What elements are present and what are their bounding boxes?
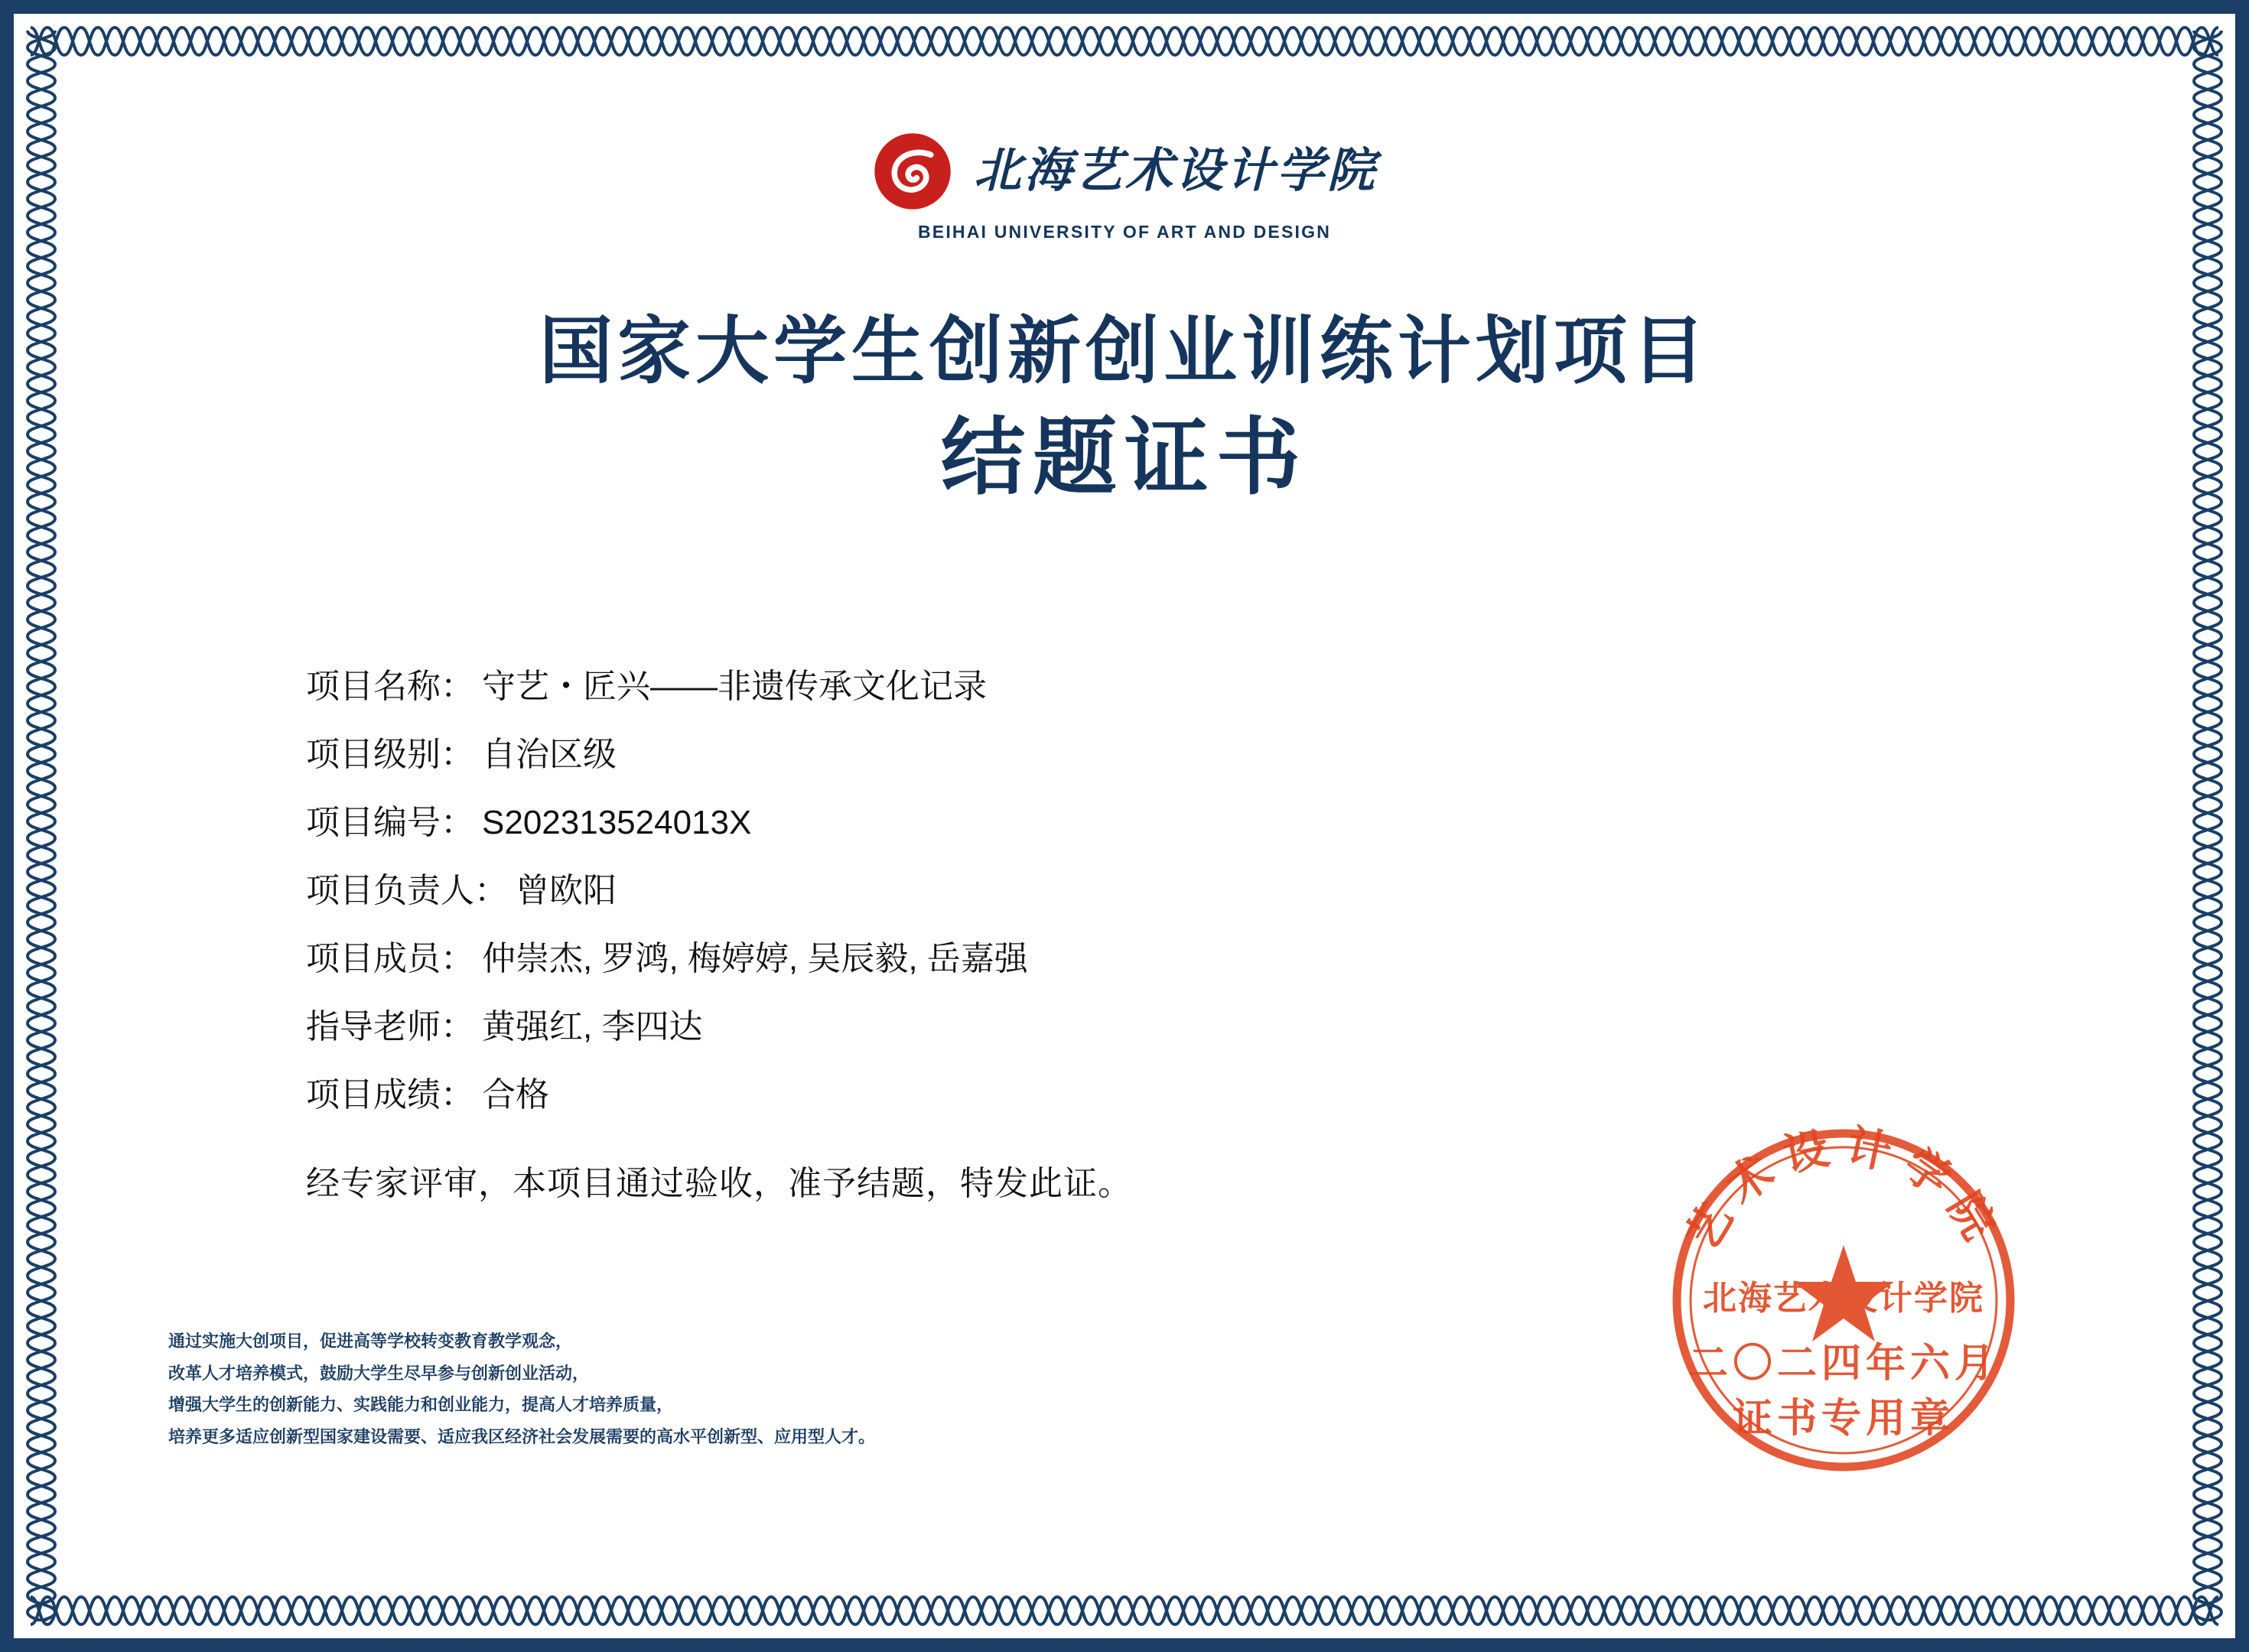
swirl-logo-icon — [871, 130, 954, 213]
field-value-project-level: 自治区级 — [482, 736, 617, 773]
field-label: 项目级别： — [306, 736, 474, 773]
field-row — [306, 665, 2027, 707]
svg-text:艺术设计学院 — [1677, 1120, 2010, 1258]
field-row — [306, 802, 2027, 844]
field-row — [306, 938, 2027, 980]
field-label: 项目名称： — [306, 668, 474, 705]
footnote-line-4: 培养更多适应创新型国家建设需要、适应我区经济社会发展需要的高水平创新型、应用型人才。 — [168, 1427, 876, 1447]
field-row — [306, 870, 2027, 912]
university-header — [84, 130, 2165, 242]
field-row — [306, 1006, 2027, 1048]
field-label: 项目成绩： — [306, 1076, 474, 1114]
certificate-title — [84, 306, 2165, 513]
field-row — [306, 1074, 2027, 1116]
official-seal — [1660, 1117, 2027, 1484]
footnote-line-1: 通过实施大创项目，促进高等学校转变教育教学观念， — [168, 1331, 573, 1351]
seal-outer-text: 艺术设计学院 — [1677, 1120, 2010, 1259]
certificate-content — [84, 76, 2165, 1576]
footnote-line-3: 增强大学生的创新能力、实践能力和创业能力，提高人才培养质量， — [168, 1395, 674, 1415]
seal-center-text: 北海艺术设计学院 — [1703, 1280, 1984, 1317]
title-line-2: 结题证书 — [941, 411, 1308, 505]
approval-statement: 经专家评审，本项目通过验收，准予结题，特发此证。 — [306, 1165, 1132, 1202]
university-name-cn — [973, 145, 1378, 197]
footnote-block — [168, 1325, 875, 1453]
field-label: 项目编号： — [306, 804, 474, 841]
field-row — [306, 733, 2027, 776]
seal-bottom-text: 证书专用章 — [1732, 1397, 1955, 1441]
footnote-line-2: 改革人才培养模式，鼓励大学生尽早参与创新创业活动， — [168, 1363, 590, 1383]
university-name-en: BEIHAI UNIVERSITY OF ART AND DESIGN — [917, 222, 1332, 242]
field-value-project-number: S202313524013X — [482, 804, 752, 841]
seal-date-text: 二〇二四年六月 — [1688, 1342, 2000, 1386]
field-value-grade: 合格 — [482, 1076, 549, 1114]
field-value-advisors: 黄强红, 李四达 — [482, 1008, 703, 1046]
field-label: 项目成员： — [306, 940, 474, 977]
field-value-project-name: 守艺・匠兴——非遗传承文化记录 — [482, 668, 987, 705]
field-value-project-members: 仲崇杰, 罗鸿, 梅婷婷, 吴辰毅, 岳嘉强 — [482, 940, 1028, 977]
field-label: 指导老师： — [306, 1008, 474, 1046]
university-name-cn-text: 北海艺术设计学院 — [973, 145, 1378, 197]
logo-row — [871, 130, 1378, 213]
field-value-project-leader: 曾欧阳 — [516, 872, 617, 909]
field-label: 项目负责人： — [306, 872, 508, 909]
title-line-1: 国家大学生创新创业训练计划项目 — [539, 311, 1710, 392]
